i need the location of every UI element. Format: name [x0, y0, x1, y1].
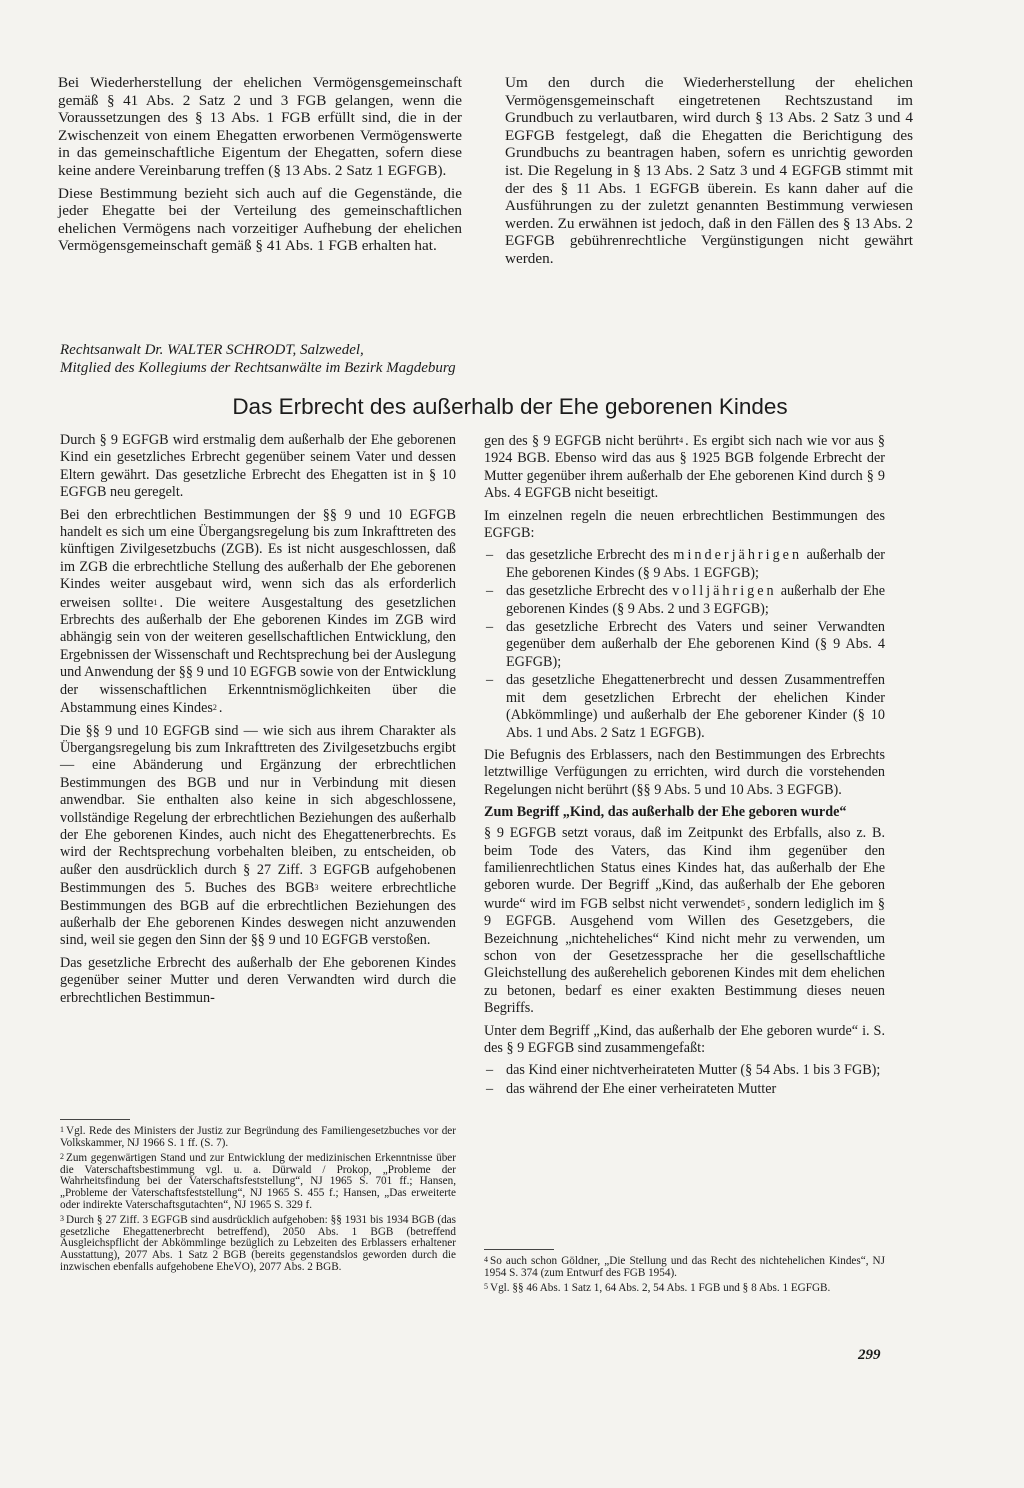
footnote-ref: 2 — [212, 703, 217, 713]
top-left-column — [58, 74, 462, 260]
paragraph: Unter dem Begriff „Kind, das außerhalb der Ehe geboren wurde“ i. S. des § 9 EGFGB sind zusammengefaßt: — [484, 1022, 885, 1056]
list-item — [484, 672, 885, 742]
byline-line-2: Mitglied des Kollegiums der Rechtsanwälte im Bezirk Magdeburg — [60, 360, 456, 376]
provisions-list — [484, 547, 885, 741]
footnote — [484, 1254, 885, 1279]
footnote-ref: 5 — [740, 898, 745, 908]
footnote-number: 2 — [60, 1152, 64, 1162]
byline-line-1: Rechtsanwalt Dr. WALTER SCHRODT, Salzwedel, — [60, 342, 364, 358]
footnote-number: 4 — [484, 1255, 488, 1264]
list-item-emphasis: volljährigen — [672, 583, 777, 600]
list-item — [484, 547, 885, 582]
footnote-text: Vgl. Rede des Ministers der Justiz zur Begründung des Familiengesetzbuches vor der Volkskammer, NJ 1966 S. 1 ff. (S. 7). — [60, 1125, 456, 1149]
list-item: – das während der Ehe einer verheirateten Mutter — [484, 1081, 885, 1098]
list-item-text: das gesetzliche Erbrecht des — [506, 583, 673, 600]
footnote-number: 1 — [60, 1125, 64, 1134]
paragraph-text: weitere erbrechtliche Bestimmungen des BGB auf die erbrechtlichen Beziehungen des außerhalb der Ehe geborenen Kindes deswegen nicht anzuwenden sind, weil sie gegen den Sinn der §§ 9 und 10 EGFGB verstoßen. — [60, 880, 457, 949]
paragraph-text: Bei den erbrechtlichen Bestimmungen der §§ 9 und 10 EGFGB handelt es sich um eine Übergangsregelung bis zum Inkrafttreten des künftigen Zivilgesetzbuchs (ZGB). Es ist nicht ausgeschlossen, daß im ZGB die erbrechtliche Stellung des außerhalb der Ehe geborenen Kindes weiter ausgebaut wird, wenn sich das als erforderlich erweisen sollte — [60, 506, 456, 611]
footnote-ref: 4 — [679, 436, 684, 445]
footnote-divider — [60, 1119, 130, 1120]
paragraph: Bei Wiederherstellung der ehelichen Vermögensgemeinschaft gemäß § 41 Abs. 2 Satz 2 und 3 FGB gelangen, wenn die Voraussetzungen des § 13 Abs. 1 FGB erfüllt sind, die in der Zwischenzeit von einem Ehegatten erworbenen Vermögenswerte in das gemeinschaftliche Eigentum der Ehegatten, sofern diese keine andere Vereinbarung treffen (§ 13 Abs. 2 Satz 1 EGFGB). — [58, 74, 462, 179]
footnote — [60, 1124, 456, 1149]
main-left-column — [60, 432, 456, 1012]
paragraph-text: , sondern lediglich im § 9 EGFGB. Ausgehend vom Willen des Gesetzgebers, die Bezeichnung „nichteheliches“ Kind nicht mehr zu verwenden, um schon von der Gesetzessprache her die gesellschaftliche Gleichstellung des außerehelich geborenen Kindes mit dem ehelichen zu betonen, bedarf es einer exakten Bestimmung dieses neuen Begriffs. — [484, 895, 885, 1017]
paragraph: Durch § 9 EGFGB wird erstmalig dem außerhalb der Ehe geborenen Kind ein gesetzliches Erbrecht gegenüber seinem Vater und dessen Eltern gewährt. Das gesetzliche Erbrecht des Ehegatten ist in § 10 EGFGB neu geregelt. — [60, 432, 456, 501]
footnote — [60, 1151, 456, 1211]
footnote-number: 3 — [60, 1214, 64, 1224]
footnote-text: So auch schon Göldner, „Die Stellung und das Recht des nichtehelichen Kindes“, NJ 1954 S. 374 (zum Entwurf des FGB 1954). — [484, 1255, 885, 1279]
page-number: 299 — [858, 1347, 881, 1363]
footnote — [60, 1213, 456, 1273]
definition-list — [484, 1062, 885, 1098]
paragraph-text: Die §§ 9 und 10 EGFGB sind — wie sich aus ihrem Charakter als Übergangsregelung bis zum Inkrafttreten des Zivilgesetzbuchs ergibt — eine Abänderung und Ergänzung der erbrechtlichen Bestimmungen des BGB und nur in Verbindung mit diesen anwendbar. Sie enthalten also keine in sich abgeschlossene, vollständige Regelung der erbrechtlichen Beziehungen des außerhalb der Ehe geborenen Kindes, auch nicht des Ehegattenerbrechts. Es wird der Rechtsprechung vorbehalten bleiben, zu entscheiden, ob außer den ausdrücklich durch § 27 Ziff. 3 EGFGB aufgehobenen Bestimmungen des 5. Buches des BGB — [60, 722, 456, 897]
paragraph: Um den durch die Wiederherstellung der ehelichen Vermögensgemeinschaft eingetretenen Rechtszustand im Grundbuch zu verlautbaren, wird durch § 13 Abs. 2 Satz 3 und 4 EGFGB festgelegt, daß die Ehegatten die Berichtigung des Grundbuchs zu beantragen haben, sofern es unrichtig geworden ist. Die Regelung in § 13 Abs. 2 Satz 3 und 4 EGFGB stimmt mit der des § 11 Abs. 1 EGFGB überein. Es kann daher auf die Ausführungen zu der zuletzt genannten Bestimmung verwiesen werden. Zu erwähnen ist jedoch, daß in den Fällen des § 13 Abs. 2 EGFGB gebührenrechtliche Vergünstigungen nicht gewährt werden. — [505, 74, 913, 267]
article-title: Das Erbrecht des außerhalb der Ehe geborenen Kindes — [232, 394, 788, 419]
main-right-column — [484, 432, 885, 1103]
paragraph-text: gen des § 9 EGFGB nicht berührt — [484, 433, 680, 449]
paragraph — [60, 723, 456, 950]
list-item-emphasis: minderjährigen — [673, 547, 803, 564]
list-item-text: das gesetzliche Erbrecht des Vaters und seiner Verwandten gegenüber dem außerhalb der Ehe geborenen Kind (§ 9 Abs. 4 EGFGB); — [506, 619, 885, 670]
list-item-text: das gesetzliche Erbrecht des — [506, 547, 674, 564]
list-item-text: außerhalb der Ehe geborenen Kindes (§ 9 Abs. 2 und 3 EGFGB); — [506, 583, 886, 617]
paragraph: Das gesetzliche Erbrecht des außerhalb der Ehe geborenen Kindes gegenüber seiner Mutter und deren Verwandten wird durch die erbrechtlichen Bestimmun- — [60, 954, 456, 1006]
footnote-text: Durch § 27 Ziff. 3 EGFGB sind ausdrücklich aufgehoben: §§ 1931 bis 1934 BGB (das gesetzliche Ehegattenerbrecht betreffend), 2050 Abs. 1 BGB (betreffend Ausgleichspflicht der Abkömmlinge bezüglich zu Lebzeiten des Erblassers erhaltener Ausstattung), 2077 Abs. 1 Satz 2 BGB (bereits gegenstandslos geworden durch die inzwischen ebenfalls aufgehobene EheVO), 2077 Abs. 2 BGB. — [60, 1214, 456, 1273]
paragraph-text: . — [218, 700, 223, 717]
footnote-text: Vgl. §§ 46 Abs. 1 Satz 1, 64 Abs. 2, 54 Abs. 1 FGB und § 8 Abs. 1 EGFGB. — [490, 1282, 831, 1295]
paragraph — [484, 432, 885, 503]
list-item: – das Kind einer nichtverheirateten Mutter (§ 54 Abs. 1 bis 3 FGB); — [484, 1062, 885, 1079]
paragraph-text: . Es ergibt sich nach wie vor aus § 1924 BGB. Ebenso wird das aus § 1925 BGB folgende Erbrecht der Mutter gegenüber ihrem außerhalb der Ehe geborenen Kind durch § 9 Abs. 4 EGFGB nicht beseitigt. — [484, 433, 886, 502]
top-right-column — [505, 74, 913, 273]
footnote-number: 5 — [484, 1282, 488, 1292]
paragraph — [60, 507, 456, 718]
section-subheading: Zum Begriff „Kind, das außerhalb der Ehe geboren wurde“ — [484, 804, 847, 821]
footnotes-right — [484, 1254, 885, 1297]
paragraph: Die Befugnis des Erblassers, nach den Bestimmungen des Erbrechts letztwillige Verfügungen zu errichten, wird durch die vorstehenden Regelungen nicht berührt (§§ 9 Abs. 5 und 10 Abs. 3 EGFGB). — [484, 746, 885, 798]
paragraph: Diese Bestimmung bezieht sich auch auf die Gegenstände, die jeder Ehegatte bei der Verteilung des gemeinschaftlichen ehelichen Vermögens nach vorzeitiger Aufhebung der ehelichen Vermögensgemeinschaft gemäß § 41 Abs. 1 FGB erhalten hat. — [58, 184, 462, 255]
footnote — [484, 1281, 885, 1295]
list-item — [484, 583, 885, 618]
list-item-text: außerhalb der Ehe geborenen Kindes (§ 9 Abs. 1 EGFGB); — [506, 547, 885, 581]
footnote-ref: 3 — [314, 883, 319, 893]
footnote-ref: 1 — [153, 597, 158, 607]
footnotes-left — [60, 1124, 456, 1275]
paragraph: Im einzelnen regeln die neuen erbrechtlichen Bestimmungen des EGFGB: — [484, 507, 885, 542]
author-byline — [60, 341, 920, 377]
list-item-text: das gesetzliche Ehegattenerbrecht und dessen Zusammentreffen mit dem gesetzlichen Erbrecht der ehelichen Kinder (Abkömmlinge) und außerhalb der Ehe geborener Kinder (§ 10 Abs. 1 und Abs. 2 Satz 1 EGFGB). — [506, 672, 885, 741]
footnote-text: Zum gegenwärtigen Stand und zur Entwicklung der medizinischen Erkenntnisse über die Vaterschaftsbestimmung vgl. u. a. Dürwald / Prokop, „Probleme der Wahrheitsfindung bei der Vaterschaftsfeststellung“, NJ 1965 S. 701 ff.; Hansen, „Probleme der Vaterschaftsfeststellung“, NJ 1965 S. 455 f.; Hansen, „Das erweiterte oder indirekte Vaterschaftsgutachten“, NJ 1965 S. 329 f. — [60, 1152, 456, 1211]
paragraph — [484, 825, 885, 1017]
footnote-divider — [484, 1249, 554, 1250]
paragraph-text: § 9 EGFGB setzt voraus, daß im Zeitpunkt des Erbfalls, also z. B. beim Tode des Vaters, das Kind ihm gegenüber den familienrechtlichen Status eines Kindes hat, das außerhalb der Ehe geboren wurde. Der Begriff „Kind, das außerhalb der Ehe geboren wurde“ wird im FGB selbst nicht verwendet — [484, 825, 885, 912]
paragraph-text: . Die weitere Ausgestaltung des gesetzlichen Erbrechts des außerhalb der Ehe geborenen Kindes im ZGB wird abhängig sein von der weiteren gesellschaftlichen Entwicklung, den Ergebnissen der Wissenschaft und Rechtsprechung bei der Auslegung und Anwendung der §§ 9 und 10 EGFGB sowie von der Entwicklung der wissenschaftlichen Erkenntnismöglichkeiten über die Abstammung eines Kindes — [60, 594, 456, 717]
list-item — [484, 619, 885, 671]
